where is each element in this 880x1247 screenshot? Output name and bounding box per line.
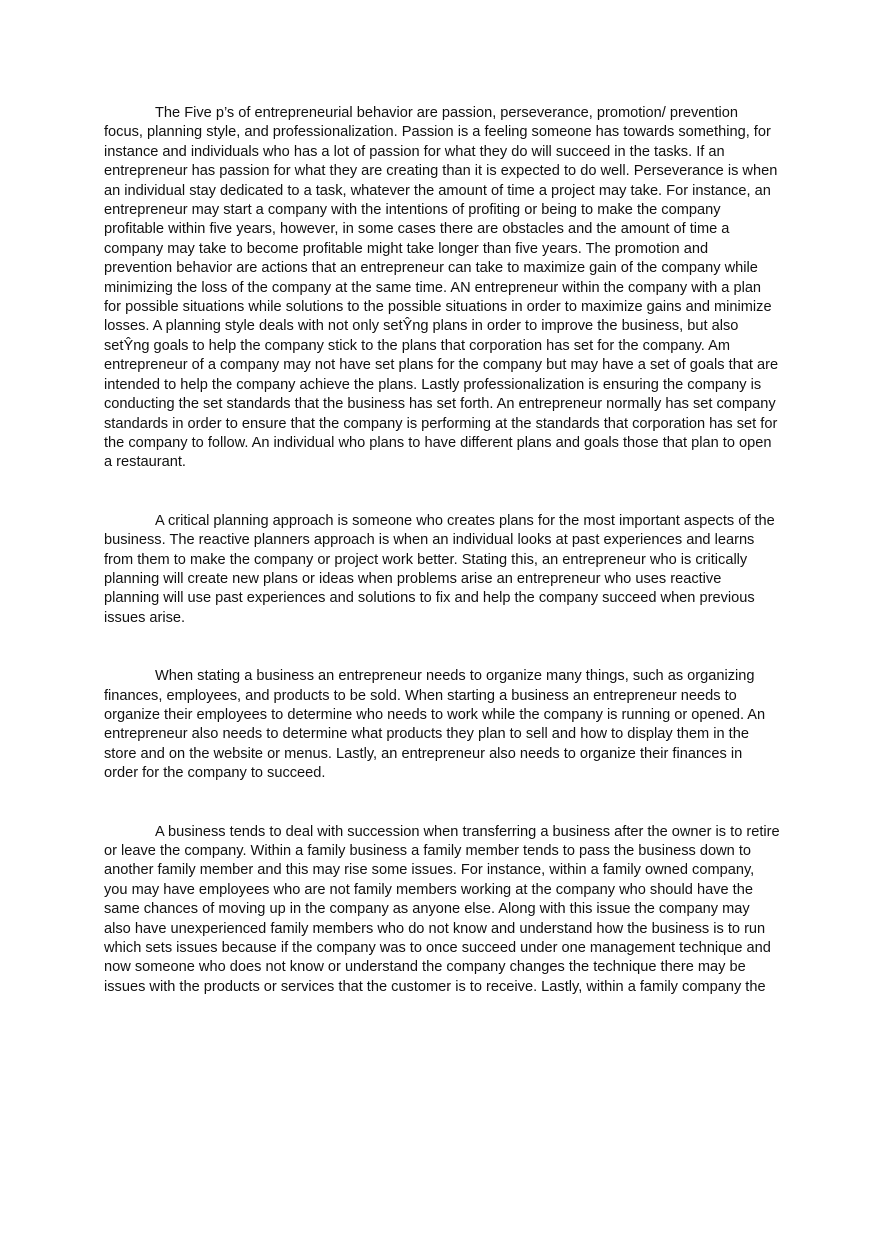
- paragraph-spacer: [104, 628, 780, 667]
- paragraph-starting-business: When stating a business an entrepreneur needs to organize many things, such as organizing finances, employees, and products to be sold. When starting a business an entrepreneur needs to organize their employees to determine who needs to work while the company is running or opened. An entrepreneur also needs to determine what products they plan to sell and how to display them in the store and on the website or menus. Lastly, an entrepreneur also needs to organize their finances in order for the company to succeed.: [104, 668, 766, 782]
- paragraph-spacer: [104, 784, 780, 823]
- paragraph-planning-approach: A critical planning approach is someone who creates plans for the most important aspects of the business. The reactive planners approach is when an individual looks at past experiences and learns from them to make the company or project work better. Stating this, an entrepreneur who is critically planning will create new plans or ideas when problems arise an entrepreneur who uses reactive planning will use past experiences and solutions to fix and help the company succeed when previous issues arise.: [104, 512, 775, 626]
- paragraph-five-ps: The Five p’s of entrepreneurial behavior are passion, perseverance, promotion/ prevention focus, planning style, and professionalization. Passion is a feeling someone has towards something, for instance and individuals who has a lot of passion for what they do will succeed in the tasks. If an entrepreneur has passion for what they are creating than it is expected to do well. Perseverance is when an individual stay dedicated to a task, whatever the amount of time a project may take. For instance, an entrepreneur may start a company with the intentions of profiting or being to make the company profitable within five years, however, in some cases there are obstacles and the amount of time a company may take to become profitable might take longer than five years. The promotion and prevention behavior are actions that an entrepreneur can take to maximize gain of the company while minimizing the loss of the company at the same time. AN entrepreneur within the company with a plan for possible situations while solutions to the possible situations in order to maximize gains and minimize losses. A planning style deals with not only setŶng plans in order to improve the business, but also setŶng goals to help the company stick to the plans that corporation has set for the company. Am entrepreneur of a company may not have set plans for the company but may have a set of goals that are intended to help the company achieve the plans. Lastly professionalization is ensuring the company is conducting the set standards that the business has set forth. An entrepreneur normally has set company standards in order to ensure that the company is performing at the standards that corporation has set for the company to follow. An individual who plans to have different plans and goals those that plan to open a restaurant.: [104, 105, 779, 471]
- paragraph-spacer: [104, 473, 780, 512]
- paragraph-succession: A business tends to deal with succession when transferring a business after the owner is to retire or leave the company. Within a family business a family member tends to pass the business down to another family member and this may rise some issues. For instance, within a family owned company, you may have employees who are not family members working at the company who should have the same chances of moving up in the company as anyone else. Along with this issue the company may also have unexperienced family members who do not know and understand how the business is to run which sets issues because if the company was to once succeed under one management technique and now someone who does not know or understand the company changes the technique there may be issues with the products or services that the customer is to receive. Lastly, within a family company the: [104, 823, 780, 995]
- document-body: [104, 104, 780, 997]
